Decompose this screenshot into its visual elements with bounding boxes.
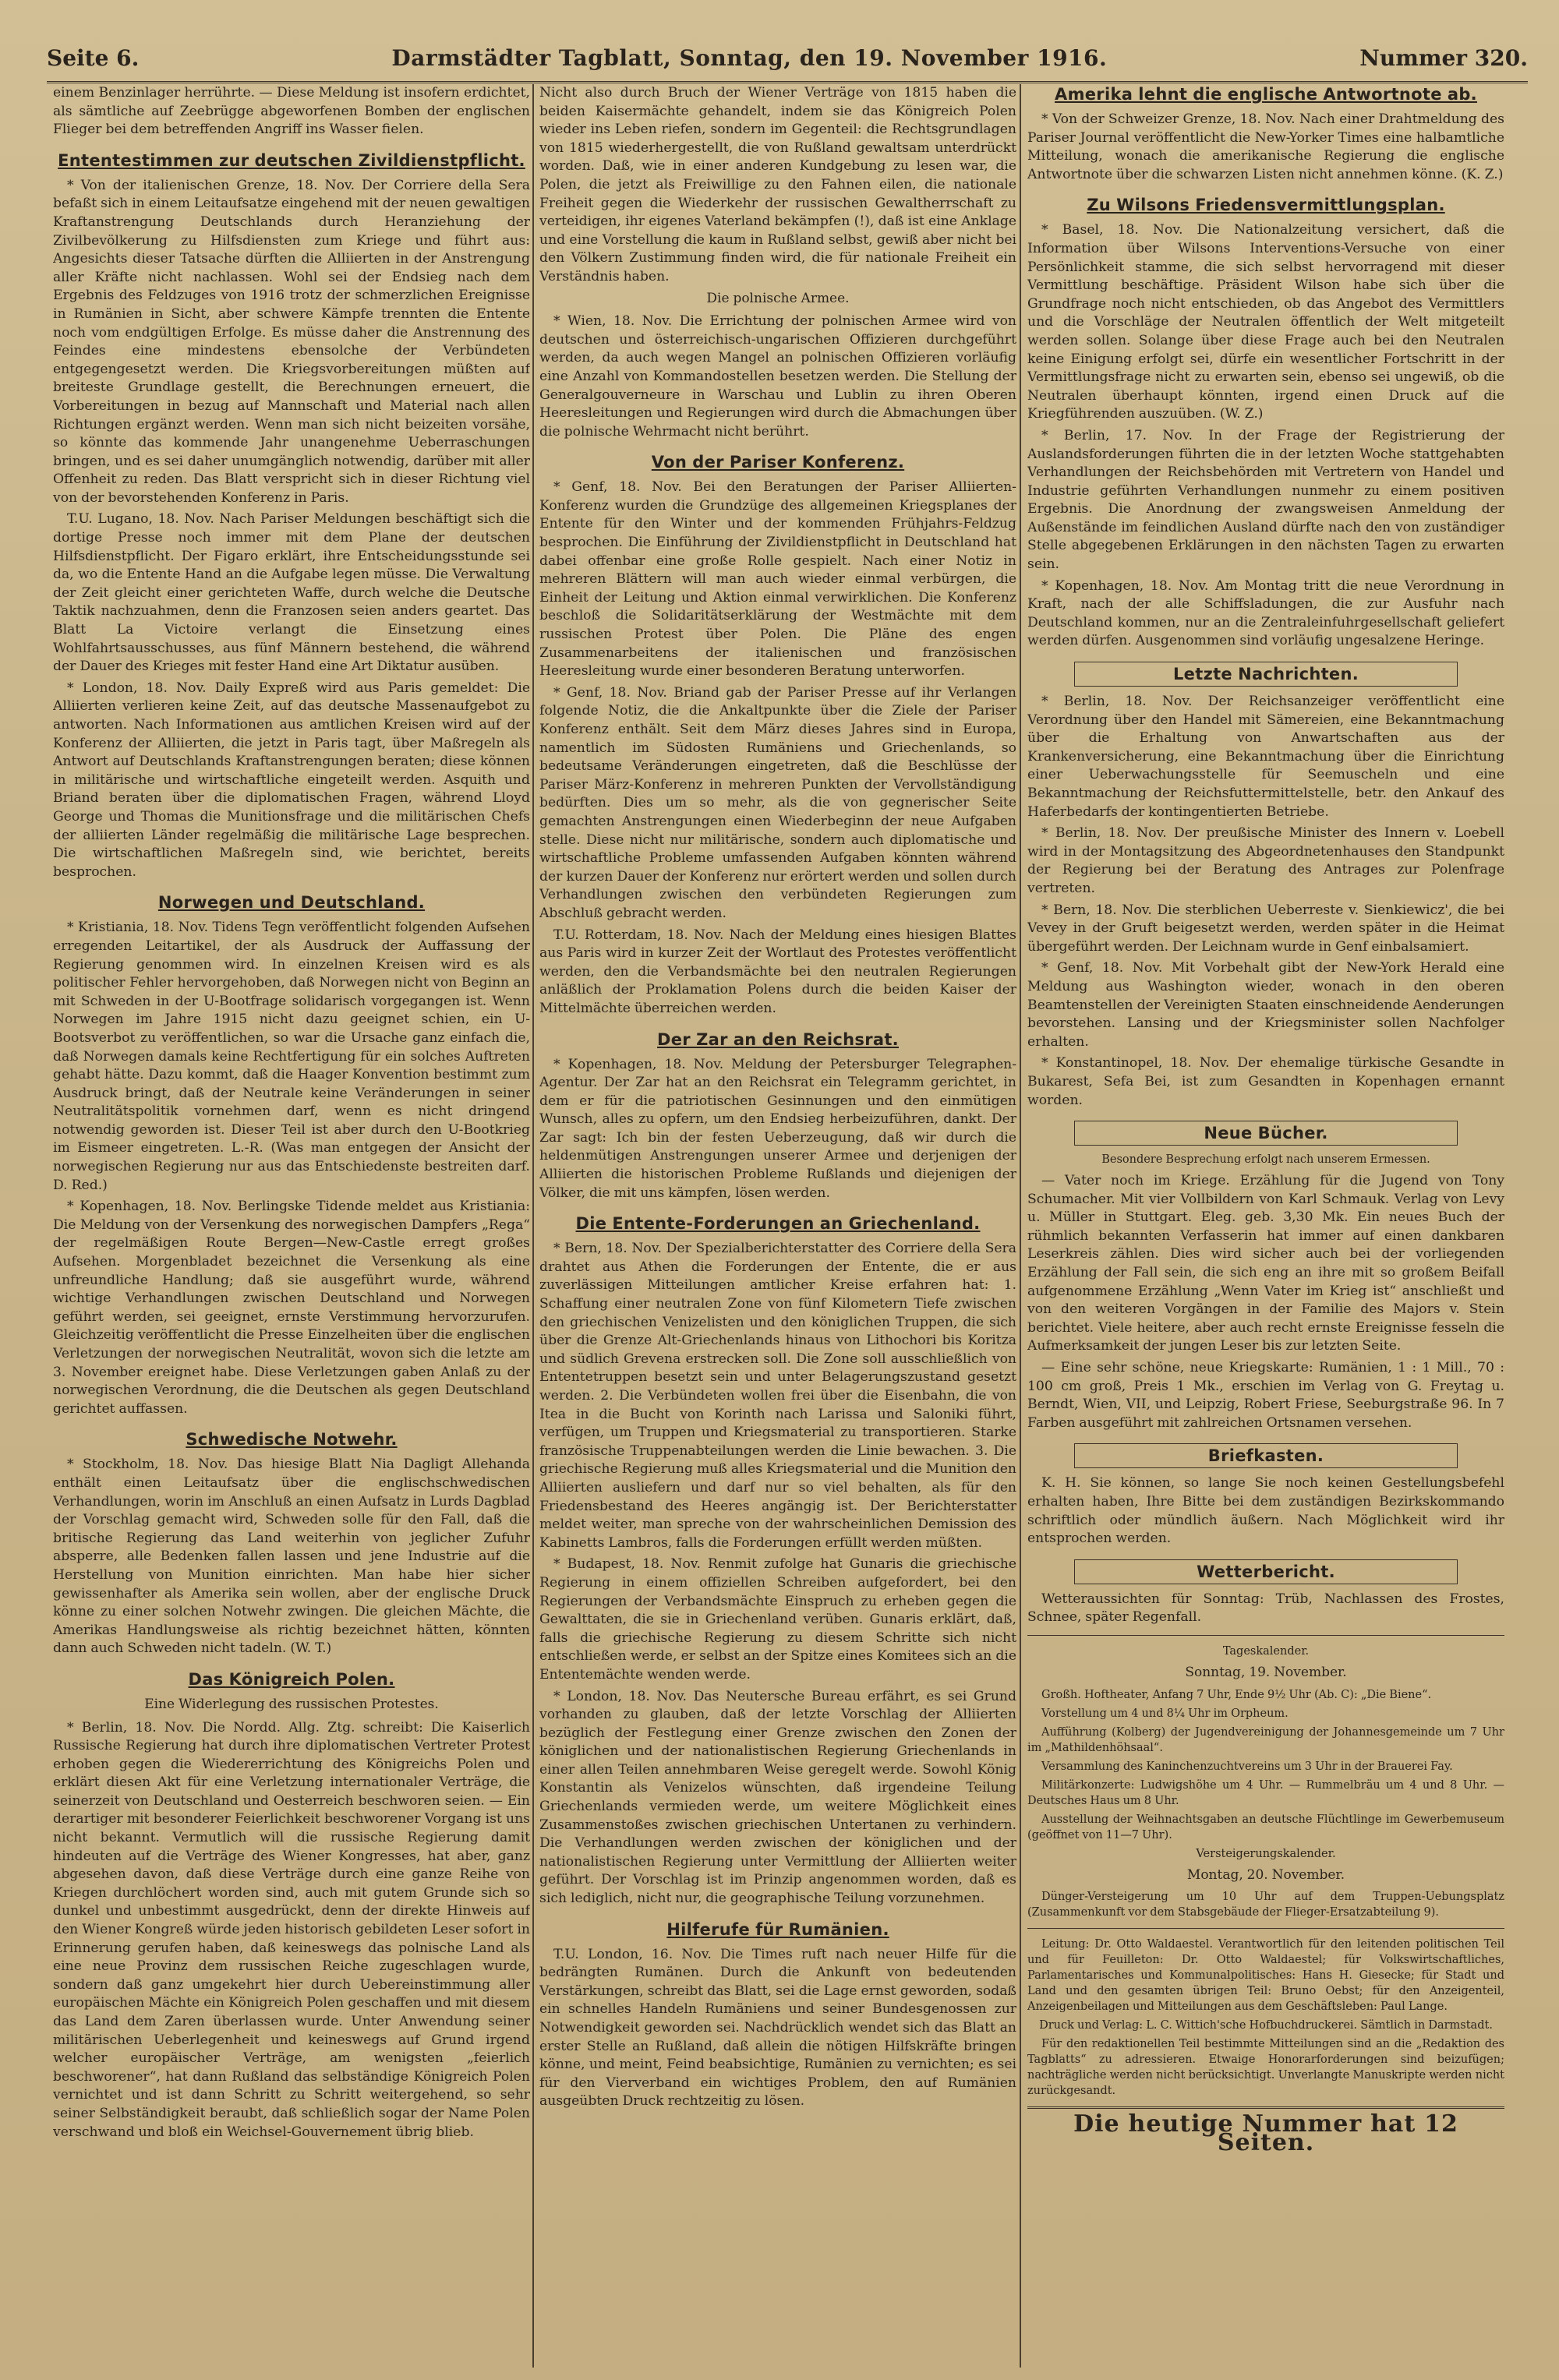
headline-koenigreich-polen: Das Königreich Polen. (188, 1669, 395, 1689)
article-text: * Stockholm, 18. Nov. Das hiesige Blatt Nia Dagligt Allehanda enthält einen Leitaufsatz über die englischschwedischen Verhandlungen, worin im Anschluß an einen Aufsatz in Lurds Dagblad der Vorschlag gemacht wird, Schweden solle für den Fall, daß die britische Regierung das Land weiterhin von jeglicher Zufuhr absperre, alle Bedenken fallen lassen und jene Industrie auf die Herstellung von Munition einrichten. Man habe hier sicher gewissenhafter als Amerika sein wollen, aber der englische Druck könne zu einer solchen Notwehr zwingen. Die gleichen Mächte, die Amerikas Handlungsweise als richtig bezeichnet hätten, könnten dann auch Schweden nicht tadeln. (W. T.) (53, 1457, 530, 1657)
calendar-entry: Vorstellung um 4 und 8¼ Uhr im Orpheum. (1041, 1707, 1289, 1720)
article-text: * Kristiania, 18. Nov. Tidens Tegn veröffentlicht folgenden Aufsehen erregenden Leitartikel, der als Ausdruck der Auffassung der Regierung genommen wird. In einzelnen Kreisen wird es als politischer Fehler hervorgehoben, daß Norwegen nicht von Beginn an mit Schweden in der U-Bootfrage solidarisch vorgegangen ist. Wenn Norwegen im Jahre 1915 nicht dazu geeignet schien, ein U-Bootsverbot zu veröffentlichen, so war die Ursache ganz einfach die, daß Norwegen damals keine Rechtfertigung für ein solches Auftreten gehabt hätte. Dazu kommt, daß die Haager Konvention bestimmt zum Ausdruck bringt, daß der Neutrale keine Veränderungen in seiner Neutralitätspolitik vornehmen darf, wenn es nicht dringend notwendig geworden ist. Dieser Teil ist aber durch den U-Bootkrieg im Eismeer eingetreten. L.-R. (Was man entgegen der Ansicht der norwegischen Regierung nur aus das Entschiedenste bestreiten darf. D. Red.) (53, 920, 530, 1193)
versteigerungskalender-title: Versteigerungskalender. (1196, 1847, 1336, 1860)
article-text: * Bern, 18. Nov. Die sterblichen Ueberreste v. Sienkiewicz', die bei Vevey in der Gruft beigesetzt werden, werden später in die Heimat übergeführt werden. Der Leichnam wurde in Genf einbalsamiert. (1027, 902, 1504, 955)
article-text: * Kopenhagen, 18. Nov. Am Montag tritt die neue Verordnung in Kraft, nach der alle Schiffsladungen, die zur Ausfuhr nach Deutschland kommen, nur an die Zentraleinfuhrgesellschaft geliefert werden dürfen. Ausgenommen sind vorläufig ungesalzene Heringe. (1027, 577, 1504, 649)
weather-text: Wetteraussichten für Sonntag: Trüb, Nachlassen des Frostes, Schnee, später Regenfall. (1027, 1591, 1504, 1626)
column-rule (1020, 84, 1021, 2368)
headline-briefkasten: Briefkasten. (1074, 1443, 1458, 1468)
article-text: * Von der italienischen Grenze, 18. Nov. Der Corriere della Sera befaßt sich in einem Leitaufsatze eingehend mit der neuen gewaltigen Kraftanstrengung Deutschlands durch Heranziehung der Zivilbevölkerung zu Hilfsdiensten zum Kriege und führt aus: Angesichts dieser Tatsache dürften die Alliierten in der Anstrengung aller Kräfte nicht nachlassen. Wohl sei der Endsieg nach dem Ergebnis des Feldzuges von 1916 trotz der schmerzlichen Ereignisse in Rumänien in Sicht, aber schwere Kämpfe trennten die Entente noch vom endgültigen Erfolge. Es müsse daher die Anstrennung des Feindes eine mindestens ebensolche der Verbündeten entgegengesetzt werden. Die Kriegsvorbereitungen müßten auf breiteste Grundlage gestellt, die Berechnungen erneuert, die Vorbereitungen in bezug auf Mannschaft und Material nach allen Richtungen ergänzt werden. Wenn man sich nicht beizeiten vorsähe, so könnte das kommende Jahr unangenehme Ueberraschungen bringen, und es sei daher unumgänglich notwendig, darüber mit aller Offenheit zu reden. Das Blatt verspricht sich in dieser Richtung viel von der bevorstehenden Konferenz in Paris. (53, 177, 530, 506)
article-text: * Basel, 18. Nov. Die Nationalzeitung versichert, daß die Information über Wilsons Interventions-Versuche von einer Persönlichkeit stamme, die sich selbst hervorragend mit dieser Vermittlung beschäftige. Präsident Wilson habe sich über die Grundfrage noch nicht entschieden, ob das Angebot des Vermittlers und die Vorschläge der Neutralen öffentlich der Welt mitgeteilt werden sollen. Solange über diese Frage auch bei den Neutralen keine Einigung erfolgt sei, dürfe ein wesentlicher Fortschritt in der Vermittlungsfrage nicht zu erwarten sein, ebenso sei ungewiß, ob die Neutralen überhaupt könnten, irgend einen Druck auf die Kriegführenden auszuüben. (W. Z.) (1027, 222, 1504, 422)
masthead (47, 45, 1528, 83)
page-count-notice: Die heutige Nummer hat 12 Seiten. (1027, 2106, 1504, 2152)
divider (1027, 1928, 1504, 1929)
headline-wetterbericht: Wetterbericht. (1074, 1559, 1458, 1584)
article-text: * Berlin, 17. Nov. In der Frage der Registrierung der Auslandsforderungen führten die in der letzten Woche stattgehabten Verhandlungen der Reichsbehörden mit Vertretern von Handel und Industrie geführten Verhandlungen nunmehr zu einem positiven Ergebnis. Die Anordnung der zwangsweisen Anmeldung der Außenstände im feindlichen Ausland dürfte nach den von zuständiger Stelle abgegebenen Erklärungen in den nächsten Tagen zu erwarten sein. (1027, 427, 1504, 573)
headline-neue-buecher: Neue Bücher. (1074, 1121, 1458, 1146)
article-text: — Vater noch im Kriege. Erzählung für die Jugend von Tony Schumacher. Mit vier Vollbildern von Karl Schmauk. Verlag von Levy u. Müller in Stuttgart. Eleg. geb. 3,30 Mk. Ein neues Buch der rühmlich bekannten Verfasserin hat immer auf einen dankbaren Leserkreis zählen. Dies wird sicher auch bei der vorliegenden Erzählung der Fall sein, die sich eng an ihre mit so großem Beifall aufgenommene Erzählung „Wenn Vater im Krieg ist“ anschließt und von den weiteren Vorgängen in der Familie des Majors v. Stein berichtet. Viele heitere, aber auch recht ernste Ereignisse fesseln die Aufmerksamkeit der jungen Leser bis zur letzten Seite. (1027, 1173, 1504, 1354)
headline-zar-reichsrat: Der Zar an den Reichsrat. (657, 1029, 899, 1049)
article-text: K. H. Sie können, so lange Sie noch keinen Gestellungsbefehl erhalten haben, Ihre Bitte bei dem zuständigen Bezirkskommando schriftlich oder mündlich äußern. Nach Möglichkeit wird ihr entsprochen werden. (1027, 1475, 1504, 1547)
calendar-entry: Aufführung (Kolberg) der Jugendvereinigung der Johannesgemeinde um 7 Uhr im „Mathildenhöhsaal“. (1027, 1725, 1504, 1754)
headline-letzte-nachrichten: Letzte Nachrichten. (1074, 662, 1458, 687)
article-text: * Konstantinopel, 18. Nov. Der ehemalige türkische Gesandte in Bukarest, Sefa Bei, ist zum Gesandten in Kopenhagen ernannt worden. (1027, 1055, 1504, 1108)
article-text: T.U. Rotterdam, 18. Nov. Nach der Meldung eines hiesigen Blattes aus Paris wird in kurzer Zeit der Wortlaut des Protestes veröffentlicht werden, den die Verbandsmächte bei den neutralen Regierungen anläßlich der Proklamation Polens durch die beiden Kaiser der Mittelmächte überreichen werden. (539, 927, 1016, 1016)
article-text: T.U. Lugano, 18. Nov. Nach Pariser Meldungen beschäftigt sich die dortige Presse noch immer mit dem Plane der deutschen Hilfsdienstpflicht. Der Figaro erklärt, ihre Entscheidungsstunde sei da, wo die Entente Hand an die Aufgabe legen müsse. Die Verwaltung der Zeit gleicht einer gerichteten Waffe, durch welche die Deutsche Taktik nachzuahmen, denn die Franzosen seien anders geartet. Das Blatt La Victoire verlangt die Einsetzung eines Wohlfahrtsausschusses, aus fünf Männern bestehend, die während der Dauer des Krieges mit fester Hand eine Art Diktatur ausüben. (53, 511, 530, 675)
imprint-text: Leitung: Dr. Otto Waldaestel. Verantwortlich für den leitenden politischen Teil und für Feuilleton: Dr. Otto Waldaestel; für Volkswirtschaftliches, Parlamentarisches und Kommunalpolitisches: Hans H. Giesecke; für Stadt und Land und den gesamten übrigen Teil: Bruno Oebst; für den Anzeigenteil, Anzeigenbeilagen und Mitteilungen aus dem Geschäftsleben: Paul Lange. (1027, 1938, 1504, 2014)
article-text: * Genf, 18. Nov. Briand gab der Pariser Presse auf ihr Verlangen folgende Notiz, die die Ankaltpunkte über die Ziele der Pariser Konferenz enthält. Seit dem März dieses Jahres sind in Europa, namentlich im Südosten Rumäniens und Griechenlands, so bedeutsame Veränderungen eingetreten, daß die Beschlüsse der Pariser März-Konferenz in mehreren Punkten der Vervollständigung bedürften. Dies um so mehr, als die von gegnerischer Seite gemachten Anstrengungen einen Wiederbeginn der neue Aufgaben stelle. Diese nicht nur militärische, sondern auch diplomatische und wirtschaftliche Probleme umfassenden Aufgaben könnten während der kurzen Dauer der Konferenz nur erörtert werden und sollen durch Verhandlungen zwischen den verbündeten Regierungen zum Abschluß gebracht werden. (539, 684, 1016, 921)
article-text: * Berlin, 18. Nov. Der preußische Minister des Innern v. Loebell wird in der Montagsitzung des Abgeordnetenhauses den Standpunkt der Regierung bei der Beratung des Antrages zur Polenfrage vertreten. (1027, 825, 1504, 896)
tageskalender-title: Tageskalender. (1222, 1644, 1310, 1658)
subheadline: Besondere Besprechung erfolgt nach unserem Ermessen. (1101, 1153, 1430, 1167)
article-text: * Berlin, 18. Nov. Der Reichsanzeiger veröffentlicht eine Verordnung über den Handel mit Sämereien, eine Bekanntmachung über die Erhaltung von Anwartschaften aus der Krankenversicherung, eine Bekanntmachung über die Einrichtung einer Ueberwachungsstelle für Seemuscheln und eine Bekanntmachung der Reichsfuttermittelstelle, betr. den Ankauf des Haferbedarfs der kontingentierten Betriebe. (1027, 694, 1504, 820)
imprint-text: Für den redaktionellen Teil bestimmte Mitteilungen sind an die „Redaktion des Tagblatts“ zu adressieren. Etwaige Honorarforderungen sind beizufügen; nachträgliche werden nicht berücksichtigt. Unverlangte Manuskripte werden nicht zurückgesandt. (1027, 2038, 1504, 2098)
calendar-entry: Militärkonzerte: Ludwigshöhe um 4 Uhr. — Rummelbräu um 4 und 8 Uhr. — Deutsches Haus um 8 Uhr. (1027, 1778, 1504, 1807)
headline-entente-griechenland: Die Entente-Forderungen an Griechenland. (575, 1214, 981, 1234)
newspaper-title-line: Darmstädter Tagblatt, Sonntag, den 19. November 1916. (391, 45, 1108, 71)
article-text: * London, 18. Nov. Daily Expreß wird aus Paris gemeldet: Die Alliierten verlieren keine Zeit, auf das deutsche Massenaufgebot zu antworten. Nach Informationen aus amtlichen Kreisen wird auf der Konferenz der Alliierten, die jetzt in Paris tagt, über Maßregeln als Antwort auf Deutschlands Kraftanstrengungen beraten; diese können in militärische und wirtschaftliche eingeteilt werden. Asquith und Briand beraten über die diplomatischen Fragen, während Lloyd George und Thomas die Munitionsfrage und die militärischen Chefs der alliierten Länder regelmäßig die militärische Lage besprechen. Die wirtschaftlichen Maßregeln sind, wie berichtet, bereits besprochen. (53, 680, 530, 880)
article-text: * Kopenhagen, 18. Nov. Meldung der Petersburger Telegraphen-Agentur. Der Zar hat an den Reichsrat ein Telegramm gerichtet, in dem er für die patriotischen Gesinnungen und den einmütigen Wunsch, alles zu opfern, um den Endsieg herbeizuführen, dankt. Der Zar sagt: Ich bin der festen Ueberzeugung, daß wir durch die heldenmütigen Anstrengungen unserer Armee und derjenigen der Alliierten die historischen Probleme Rußlands und diejenigen der Völker, die mit uns kämpfen, lösen werden. (539, 1056, 1016, 1201)
headline-hilferufe-rumaenien: Hilferufe für Rumänien. (666, 1919, 889, 1939)
column-2 (539, 84, 1016, 2368)
headline-schwedische-notwehr: Schwedische Notwehr. (186, 1430, 398, 1450)
tageskalender-date: Sonntag, 19. November. (1185, 1664, 1347, 1680)
calendar-entry: Dünger-Versteigerung um 10 Uhr auf dem Truppen-Uebungsplatz (Zusammenkunft vor dem Stabsgebäude der Flieger-Ersatzabteilung 9). (1027, 1891, 1504, 1919)
article-text: * London, 18. Nov. Das Neutersche Bureau erfährt, es sei Grund vorhanden zu glauben, daß der letzte Vorschlag der Alliierten bezüglich der Festlegung einer Grenze zwischen den Zonen der königlichen und der nationalistischen Regierung Griechenlands in einer allen Teilen annehmbaren Weise geregelt werde. Sowohl König Konstantin als Venizelos wünschten, daß irgendeine Teilung Griechenlands vermieden werde, um weitere Möglichkeit eines Zusammenstoßes zwischen griechischen Untertanen zu verhindern. Die Verhandlungen werden zwischen der königlichen und der nationalistischen Regierung unter Vermittlung der Alliierten weiter geführt. Der Vorschlag ist im Prinzip angenommen worden, daß es sich lediglich, nicht nur, die geographische Teilung vorzunehmen. (539, 1688, 1016, 1907)
article-text: * Bern, 18. Nov. Der Spezialberichterstatter des Corriere della Sera drahtet aus Athen die Forderungen der Entente, die er aus zuverlässigen Mitteilungen amtlicher Kreise erfahren hat: 1. Schaffung einer neutralen Zone von fünf Kilometern Tiefe zwischen den griechischen Venizelisten und den königlichen Truppen, die sich über die Grenze Alt-Griechenlands hinaus von Lithochori bis Koritza und südlich Grevena erstrecken soll. Die Zone soll ausschließlich von Ententetruppen besetzt sein und unter Belagerungszustand gesetzt werden. 2. Die Verbündeten wollen frei über die Eisenbahn, die von Itea in die Bucht von Korinth nach Larissa und Saloniki führt, verfügen, um Truppen und Kriegsmaterial zu transportieren. Starke französische Truppenabteilungen werden die Linie bewachen. 3. Die griechische Regierung muß alles Kriegsmaterial und die Munition den Alliierten ausliefern und darf nur so viel behalten, als für den Friedensbestand des Heeres angängig ist. Der Berichterstatter meldet weiter, man spreche von der wahrscheinlichen Demission des Kabinetts Lambros, falls die Forderungen erfüllt werden müßten. (539, 1241, 1016, 1551)
column-1 (53, 84, 530, 2368)
subheadline: Eine Widerlegung des russischen Protestes. (144, 1696, 439, 1712)
headline-pariser-konferenz: Von der Pariser Konferenz. (651, 453, 905, 472)
column-3 (1027, 84, 1504, 2368)
article-text: — Eine sehr schöne, neue Kriegskarte: Rumänien, 1 : 1 Mill., 70 : 100 cm groß, Preis 1 Mk., erschien im Verlag von G. Freytag u. Berndt, Wien, VII, und Leipzig, Robert Friese, Seeburgstraße 96. In 7 Farben ausgeführt mit zahlreichen Ortsnamen versehen. (1027, 1360, 1504, 1431)
article-text: * Genf, 18. Nov. Mit Vorbehalt gibt der New-York Herald eine Meldung aus Washington wieder, wonach in den oberen Beamtenstellen der Vereinigten Staaten einschneidende Aenderungen bevorstehen. Lansing und der Kriegsminister sollen Nachfolger erhalten. (1027, 960, 1504, 1050)
article-text: * Genf, 18. Nov. Bei den Beratungen der Pariser Alliierten-Konferenz wurden die Grundzüge des allgemeinen Kriegsplanes der Entente für den Winter und der kommenden Frühjahrs-Feldzug besprochen. Die Einführung der Zivildienstpflicht in Deutschland hat dabei offenbar eine große Rolle gespielt. Nach einer Notiz in mehreren Blättern will man auch wieder einmal verbürgen, die Einheit der Leitung und Aktion einmal verwirklichen. Die Konferenz beschloß die Solidaritätserklärung der Westmächte mit dem russischen Protest über Polen. Die Pläne des engen Zusammenarbeitens der italienischen und französischen Heeresleitung wurde einer besonderen Beratung unterworfen. (539, 479, 1016, 680)
article-text: T.U. London, 16. Nov. Die Times ruft nach neuer Hilfe für die bedrängten Rumänen. Durch die Ankunft von bedeutenden Verstärkungen, schreibt das Blatt, sei die Lage ernst geworden, sodaß ein schnelles Handeln Rumäniens und seiner Bundesgenossen zur Notwendigkeit geworden sei. Nachdrücklich wendet sich das Blatt an erster Stelle an Rußland, daß allein die nötigen Hilfskräfte bringen könne, und meint, Feind beabsichtige, Rumänien zu vernichten; es sei für den Vierverband ein wichtiges Problem, den auf Rumänien ausgeübten Druck rechtzeitig zu lösen. (539, 1946, 1016, 2110)
calendar-entry: Ausstellung der Weihnachtsgaben an deutsche Flüchtlinge im Gewerbemuseum (geöffnet von 11—7 Uhr). (1027, 1813, 1504, 1841)
headline-amerika: Amerika lehnt die englische Antwortnote ab. (1055, 85, 1477, 104)
page-number: Seite 6. (47, 45, 140, 71)
calendar-entry: Großh. Hoftheater, Anfang 7 Uhr, Ende 9½ Uhr (Ab. C): „Die Biene“. (1041, 1688, 1432, 1701)
calendar-entry: Versammlung des Kaninchenzuchtvereins um 3 Uhr in der Brauerei Fay. (1041, 1760, 1453, 1773)
article-text: * Budapest, 18. Nov. Renmit zufolge hat Gunaris die griechische Regierung in einem offiziellen Schreiben aufgefordert, bei den Regierungen der Verbandsmächte Einspruch zu erheben gegen die Gewalttaten, die sie in Griechenland verüben. Gunaris erklärt, daß, falls die griechische Regierung zu diesem Schritte sich nicht entschließen werde, er selbst an der Spitze eines Komitees sich an die Ententemächte wenden werde. (539, 1556, 1016, 1683)
imprint-text: Druck und Verlag: L. C. Wittich'sche Hofbuchdruckerei. Sämtlich in Darmstadt. (1039, 2019, 1493, 2032)
article-text: einem Benzinlager herrührte. — Diese Meldung ist insofern erdichtet, als sämtliche auf Zeebrügge abgeworfenen Bomben der englischen Flieger bei dem betreffenden Angriff ins Wasser fielen. (53, 85, 530, 138)
article-text: * Kopenhagen, 18. Nov. Berlingske Tidende meldet aus Kristiania: Die Meldung von der Versenkung des norwegischen Dampfers „Rega“ der regelmäßigen Route Bergen—New-Castle erregt großes Aufsehen. Morgenbladet bezeichnet die Versenkung als eine unfreundliche Handlung; daß sie ausgeführt wurde, während wichtige Verhandlungen zwischen Deutschland und Norwegen geführt werden, sei geeignet, ernste Verstimmung hervorzurufen. Gleichzeitig veröffentlicht die Presse Einzelheiten über die englischen Verletzungen der norwegischen Neutralität, wovon sich die letzte am 3. November ereignet habe. Diese Verletzungen gaben Anlaß zu der norwegischen Verordnung, die die Deutschen als gegen Deutschland gerichtet auffassen. (53, 1199, 530, 1417)
article-text: * Berlin, 18. Nov. Die Nordd. Allg. Ztg. schreibt: Die Kaiserlich Russische Regierung hat durch ihre diplomatischen Vertreter Protest erhoben gegen die Wiedererrichtung des Königreichs Polen und erklärt diesen Akt für eine Verletzung internationaler Verträge, die seinerzeit von Deutschland und Oesterreich beschworen seien. — Ein derartiger mit besonderer Feierlichkeit beschworener Vorgang ist uns nicht bekannt. Vermutlich will die russische Regierung damit hindeuten auf die Verträge des Wiener Kongresses, hat aber, ganz abgesehen davon, daß diese Verträge durch eine ganze Reihe von Kriegen durchlöchert worden sind, auch mit gutem Grunde sich so dunkel und unbestimmt ausgedrückt, denn der direkte Hinweis auf den Wiener Kongreß würde jeden historisch gebildeten Leser sofort in Erinnerung gerufen haben, daß keineswegs das polnische Land als eine neue Provinz dem russischen Reiche zugeschlagen wurde, sondern daß ganz umgekehrt hier durch Uebereinstimmung aller europäischen Mächte ein Königreich Polen geschaffen und mit diesem das Land dem Zaren überlassen wurde. Unter Anwendung seiner militärischen Ueberlegenheit und keineswegs auf Grund irgend welcher europäischer Verträge, am wenigsten „feierlich beschworener“, hat dann Rußland das selbständige Königreich Polen vernichtet und ist dann Schritt zu Schritt weitergehend, so sehr seiner Selbständigkeit beraubt, daß schließlich sogar der Name Polen verschwand und bloß ein Weichsel-Gouvernement übrig blieb. (53, 1719, 530, 2140)
versteigerungskalender-date: Montag, 20. November. (1186, 1866, 1345, 1883)
article-text: * Wien, 18. Nov. Die Errichtung der polnischen Armee wird von deutschen und österreichisch-ungarischen Offizieren durchgeführt werden, da auch wegen Mangel an polnischen Offizieren vorläufig eine Anzahl von Kommandostellen besetzen werden. Die Stellung der Generalgouverneure in Warschau und Lublin zu ihren Oberen Heeresleitungen und Regierungen wird durch die Abmachungen über die polnische Wehrmacht nicht berührt. (539, 313, 1016, 440)
headline-wilson: Zu Wilsons Friedensvermittlungsplan. (1087, 196, 1445, 215)
article-text: Nicht also durch Bruch der Wiener Verträge von 1815 haben die beiden Kaisermächte gehandelt, indem sie das Königreich Polen wieder ins Leben riefen, sondern im Gegenteil: die Rechtsgrundlagen von 1815 wiederhergestellt, die von Rußland gewaltsam unterdrückt worden. Daß, wie in einer anderen Kundgebung zu lesen war, die Polen, die jetzt als Freiwillige zu den Fahnen eilen, die nationale Freiheit gegen die Wiederkehr der russischen Gewaltherrschaft zu verteidigen, ihr eigenes Vaterland bekämpfen (!), daß ist eine Anklage und eine Vorstellung die kaum in Rußland selbst, gewiß aber nicht bei den Völkern Zustimmung finden wird, die für nationale Freiheit ein Verständnis haben. (539, 85, 1016, 284)
subheadline-polnische-armee: Die polnische Armee. (706, 290, 850, 306)
headline-norwegen: Norwegen und Deutschland. (157, 893, 426, 913)
headline-entente: Ententestimmen zur deutschen Zivildienstpflicht. (58, 150, 525, 170)
divider (1027, 1635, 1504, 1636)
column-rule (532, 84, 534, 2368)
issue-number: Nummer 320. (1359, 45, 1528, 71)
article-text: * Von der Schweizer Grenze, 18. Nov. Nach einer Drahtmeldung des Pariser Journal veröffentlicht die New-Yorker Times eine halbamtliche Mitteilung, wonach die amerikanische Regierung die englische Antwortnote über die schwarzen Listen nicht annehmen könne. (K. Z.) (1027, 111, 1504, 182)
